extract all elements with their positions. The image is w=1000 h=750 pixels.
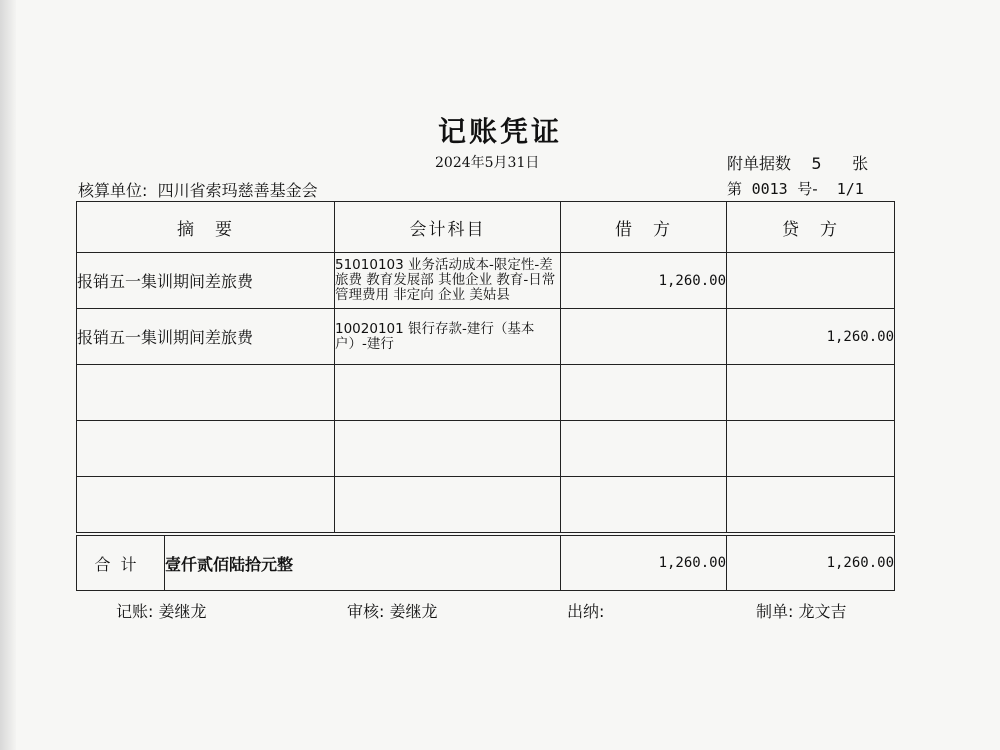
header-debit: 借 方 (561, 202, 727, 253)
voucher-table (76, 201, 895, 533)
table-row (77, 421, 895, 477)
bookkeeper (116, 599, 207, 622)
voucher-no-suffix: 号- (797, 180, 818, 198)
total-credit: 1,260.00 (727, 536, 895, 591)
attachment-unit: 张 (852, 154, 869, 173)
reviewer-label: 审核: (347, 602, 385, 621)
row-credit: 1,260.00 (727, 309, 895, 365)
bookkeeper-name: 姜继龙 (158, 602, 207, 621)
row-debit (561, 477, 727, 533)
header-account: 会计科目 (335, 202, 561, 253)
total-table (76, 535, 895, 591)
attachment-count (727, 151, 868, 174)
reviewer (347, 599, 438, 622)
preparer (756, 599, 847, 622)
reviewer-name: 姜继龙 (389, 602, 438, 621)
row-credit (727, 365, 895, 421)
row-debit (561, 309, 727, 365)
header-credit: 贷 方 (727, 202, 895, 253)
total-debit: 1,260.00 (561, 536, 727, 591)
row-debit (561, 421, 727, 477)
attachment-label: 附单据数 (727, 154, 792, 173)
table-row (77, 309, 895, 365)
accounting-unit (78, 178, 318, 201)
total-label: 合计 (77, 536, 165, 591)
row-account: 51010103 业务活动成本-限定性-差旅费 教育发展部 其他企业 教育-日常管理费用 非定向 企业 美姑县 (335, 253, 561, 309)
row-account (335, 365, 561, 421)
row-summary: 报销五一集训期间差旅费 (77, 253, 335, 309)
preparer-name: 龙文吉 (798, 602, 847, 621)
row-summary (77, 477, 335, 533)
table-header-row (77, 202, 895, 253)
row-summary (77, 421, 335, 477)
row-credit (727, 421, 895, 477)
row-debit (561, 365, 727, 421)
row-account (335, 421, 561, 477)
bookkeeper-label: 记账: (116, 602, 154, 621)
row-credit (727, 253, 895, 309)
row-account (335, 477, 561, 533)
voucher-number (727, 178, 864, 199)
row-summary: 报销五一集训期间差旅费 (77, 309, 335, 365)
voucher-page: 1/1 (836, 180, 864, 198)
table-row (77, 253, 895, 309)
header-summary: 摘 要 (77, 202, 335, 253)
cashier-label: 出纳: (567, 602, 605, 621)
row-credit (727, 477, 895, 533)
total-amount-words: 壹仟贰佰陆拾元整 (165, 536, 561, 591)
table-row (77, 477, 895, 533)
voucher-no-value: 0013 (751, 180, 788, 198)
voucher-no-prefix: 第 (727, 180, 743, 198)
unit-name: 四川省索玛慈善基金会 (157, 181, 318, 200)
row-debit: 1,260.00 (561, 253, 727, 309)
table-row (77, 365, 895, 421)
cashier (567, 599, 610, 622)
total-row (77, 536, 895, 591)
voucher-date: 2024年5月31日 (435, 155, 540, 171)
preparer-label: 制单: (756, 602, 794, 621)
row-account: 10020101 银行存款-建行（基本户）-建行 (335, 309, 561, 365)
unit-label: 核算单位: (78, 181, 148, 200)
voucher-title: 记账凭证 (437, 115, 562, 148)
row-summary (77, 365, 335, 421)
attachment-number: 5 (811, 154, 822, 173)
